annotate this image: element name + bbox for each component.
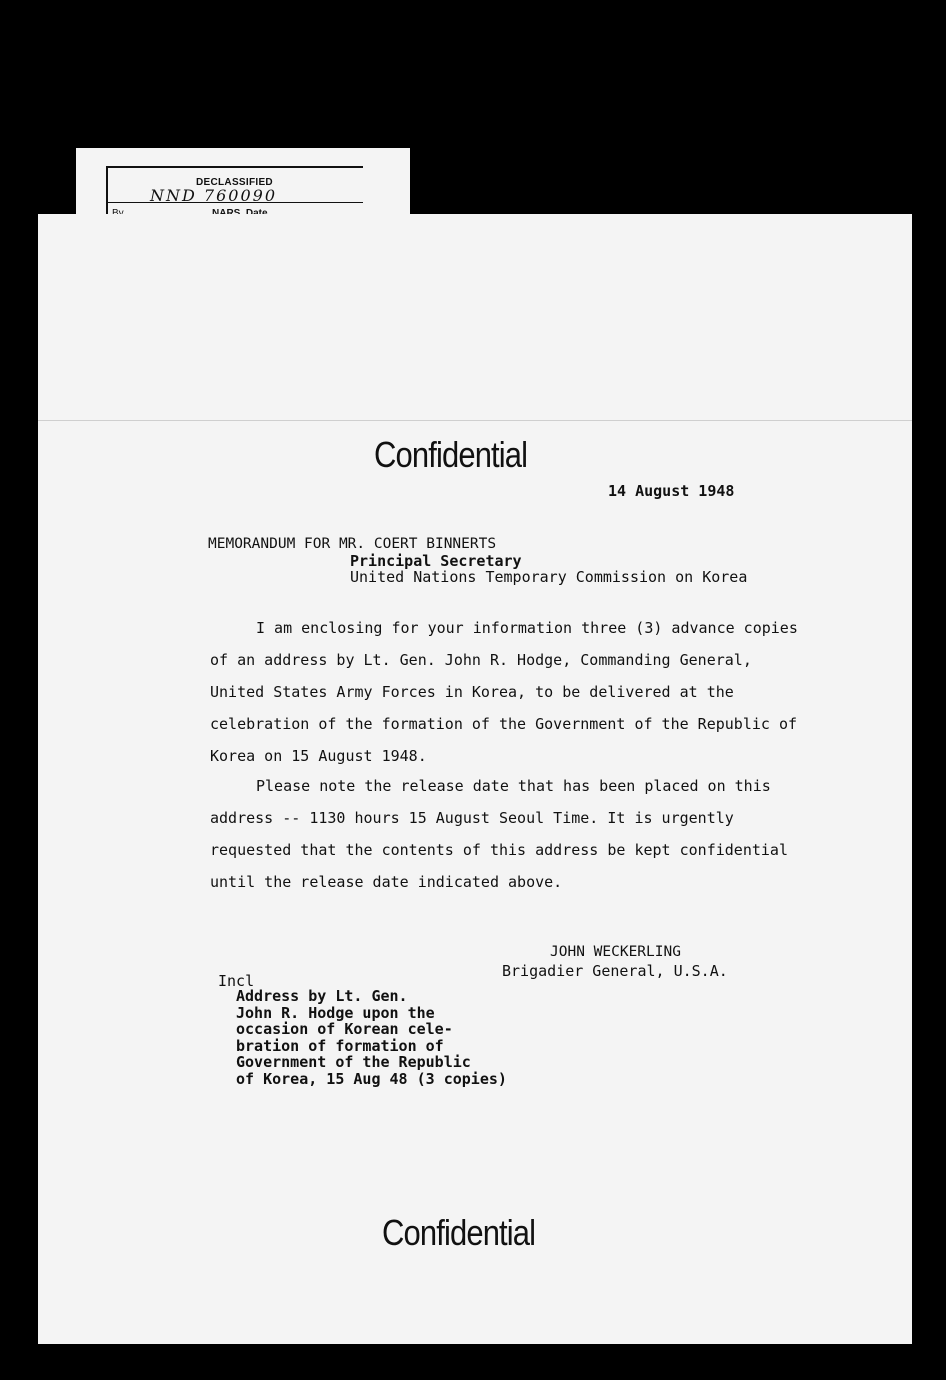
enclosure-description: Address by Lt. Gen. John R. Hodge upon the occasion of Korean cele- bration of formation of Government of the Republic of Korea, 15 Aug 48 (3 copies) — [236, 987, 507, 1088]
body-paragraph-2: Please note the release date that has been placed on this address -- 1130 hours 15 August Seoul Time. It is urgently requested that the contents of this address be kept confidential until the release date indicated above. — [210, 777, 788, 891]
classification-bottom: Confidential — [382, 1212, 536, 1253]
stamp-heading: DECLASSIFIED — [196, 177, 273, 188]
stamp-authority: NND 760090 — [150, 186, 277, 205]
addressee-organization: United Nations Temporary Commission on Korea — [350, 568, 748, 586]
memo-date: 14 August 1948 — [608, 482, 735, 500]
signature-name: JOHN WECKERLING — [550, 944, 681, 960]
memo-addressee: MEMORANDUM FOR MR. COERT BINNERTS — [208, 536, 497, 552]
enclosure-label: Incl — [218, 972, 255, 990]
addressee-title: Principal Secretary — [350, 552, 522, 570]
memo-page — [38, 214, 912, 1344]
classification-top: Confidential — [374, 434, 528, 475]
signature-title: Brigadier General, U.S.A. — [502, 962, 728, 980]
fold-line — [38, 420, 912, 421]
stamp-divider — [108, 202, 363, 203]
body-paragraph-1: I am enclosing for your information three (3) advance copies of an address by Lt. Gen. John R. Hodge, Commanding General, United States Army Forces in Korea, to be delivered at the celebration of the formation of the Government of the Republic of Korea on 15 August 1948. — [210, 619, 798, 765]
